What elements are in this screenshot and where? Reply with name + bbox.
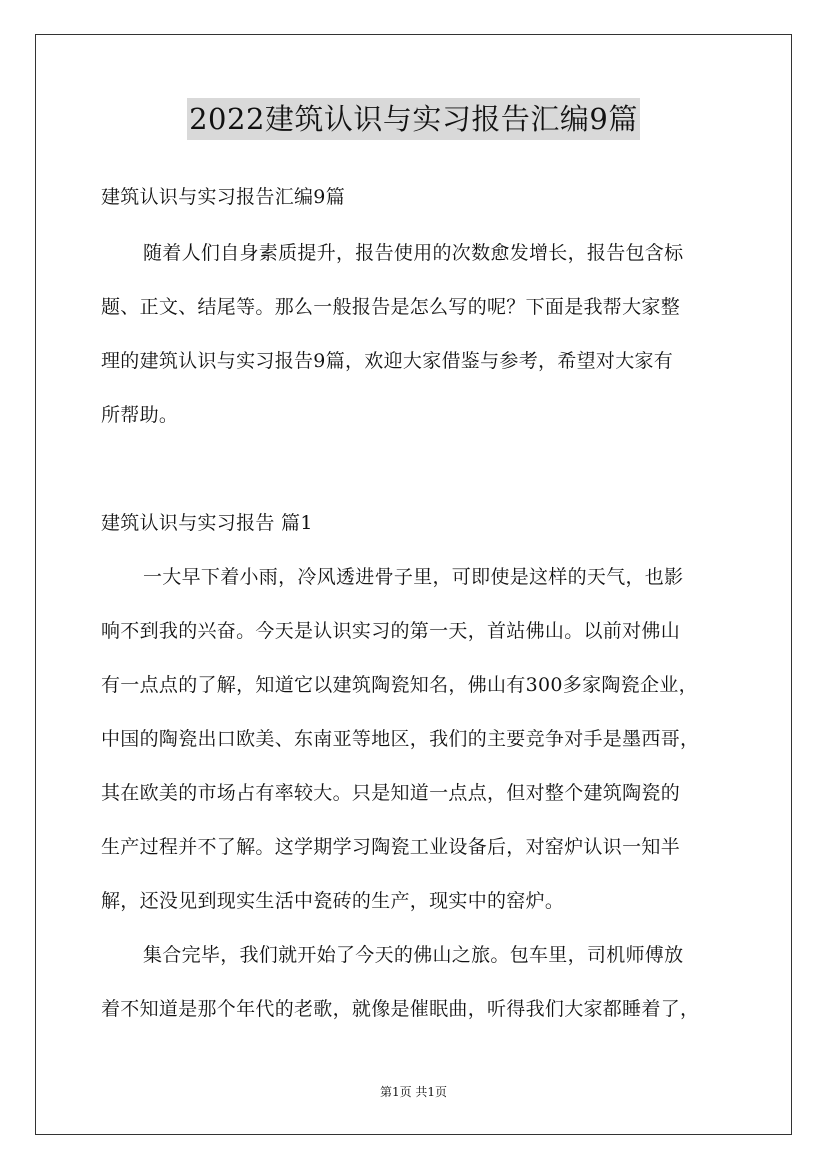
- document-title: 2022建筑认识与实习报告汇编9篇: [187, 98, 640, 140]
- paragraph-line: 响不到我的兴奋。今天是认识实习的第一天，首站佛山。以前对佛山: [101, 620, 681, 642]
- title-container: [0, 98, 827, 140]
- paragraph-line: 着不知道是那个年代的老歌，就像是催眠曲，听得我们大家都睡着了，: [101, 998, 700, 1020]
- document-subtitle: 建筑认识与实习报告汇编9篇: [101, 186, 345, 208]
- intro-line: 题、正文、结尾等。那么一般报告是怎么写的呢？下面是我帮大家整: [101, 296, 681, 318]
- section-heading: 建筑认识与实习报告 篇1: [101, 512, 313, 534]
- intro-line: 所帮助。: [101, 404, 179, 426]
- paragraph-line: 解，还没见到现实生活中瓷砖的生产，现实中的窑炉。: [101, 890, 565, 912]
- paragraph-line: 一大早下着小雨，冷风透进骨子里，可即使是这样的天气，也影: [143, 566, 684, 588]
- paragraph-line: 其在欧美的市场占有率较大。只是知道一点点，但对整个建筑陶瓷的: [101, 782, 681, 804]
- paragraph-line: 中国的陶瓷出口欧美、东南亚等地区，我们的主要竞争对手是墨西哥，: [101, 728, 700, 750]
- paragraph-line: 有一点点的了解，知道它以建筑陶瓷知名，佛山有300多家陶瓷企业，: [101, 674, 698, 696]
- paragraph-line: 集合完毕，我们就开始了今天的佛山之旅。包车里，司机师傅放: [143, 944, 684, 966]
- page-footer: 第1页 共1页: [379, 1085, 448, 1099]
- intro-line: 随着人们自身素质提升，报告使用的次数愈发增长，报告包含标: [143, 242, 684, 264]
- paragraph-line: 生产过程并不了解。这学期学习陶瓷工业设备后，对窑炉认识一知半: [101, 836, 681, 858]
- intro-line: 理的建筑认识与实习报告9篇，欢迎大家借鉴与参考，希望对大家有: [101, 350, 674, 372]
